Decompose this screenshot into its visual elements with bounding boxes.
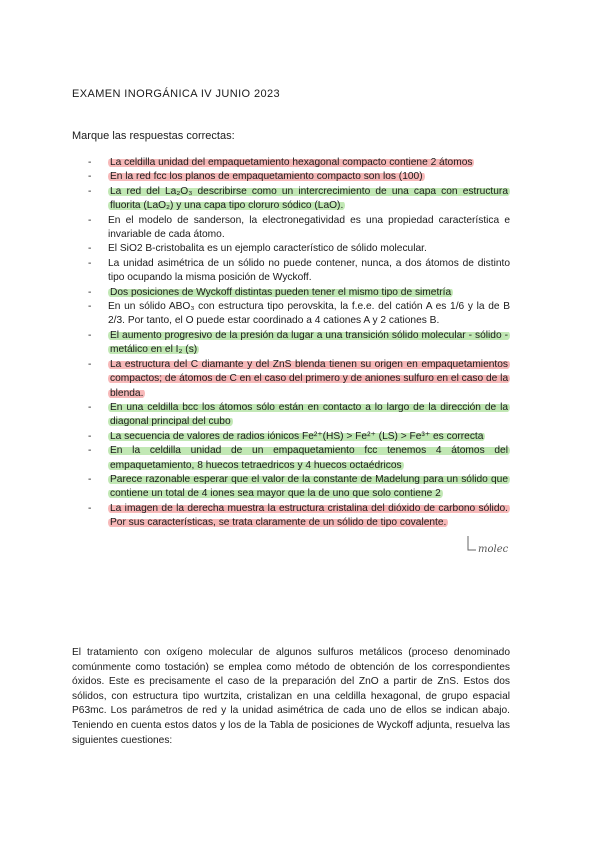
answer-item	[72, 170, 510, 184]
answer-list	[72, 156, 510, 531]
answer-text: La unidad asimétrica de un sólido no puede contener, nunca, a dos átomos de distinto tipo ocupando la misma posición de Wyckoff.	[108, 257, 510, 284]
answer-item	[72, 286, 510, 300]
answer-text: En la celdilla unidad de un empaquetamiento fcc tenemos 4 átomos del empaquetamiento, 8 huecos tetraedricos y 4 huecos octaédricos	[110, 445, 508, 471]
answer-item	[72, 329, 510, 358]
answer-item	[72, 300, 510, 329]
answer-text: La estructura del C diamante y del ZnS blenda tienen su origen en empaquetamientos compactos; de átomos de C en el caso del primero y de aniones sulfuro en el caso de la blenda.	[110, 358, 509, 399]
answer-text: La celdilla unidad del empaquetamiento hexagonal compacto contiene 2 átomos	[110, 157, 473, 168]
answer-text: La red del La₂O₃ describirse como un intercrecimiento de una capa con estructura fluorita (LaO₂) y una capa tipo cloruro sódico (LaO).	[110, 185, 508, 212]
answer-text: En el modelo de sanderson, la electronegatividad es una propiedad característica e invariable de cada átomo.	[108, 214, 510, 241]
answer-item	[72, 444, 510, 473]
answer-item	[72, 430, 510, 444]
answer-item	[72, 473, 510, 502]
answer-item	[72, 358, 510, 401]
problem-statement: El tratamiento con oxígeno molecular de algunos sulfuros metálicos (proceso denominado comúnmente como tostación) se emplea como método de obtención de los correspondientes óxidos. Este es precisamente el caso de la preparación del ZnO a partir de ZnS. Estos dos sólidos, con estructura tipo wurtzita, cristalizan en una celdilla hexagonal, de grupo espacial P63mc. Los parámetros de red y la unidad asimétrica de cada uno de ellos se indican abajo. Teniendo en cuenta estos datos y los de la Tabla de posiciones de Wyckoff adjunta, resuelva las siguientes cuestiones:	[72, 647, 510, 746]
handwritten-note	[460, 534, 550, 564]
answer-item	[72, 214, 510, 243]
answer-text: El SiO2 B-cristobalita es un ejemplo característico de sólido molecular.	[108, 243, 427, 255]
answer-text: En un sólido ABO₃ con estructura tipo perovskita, la f.e.e. del catión A es 1/6 y la de B 2/3. Por tanto, el O puede estar coordinado a 4 cationes A y 2 cationes B.	[108, 301, 510, 327]
answer-text: Dos posiciones de Wyckoff distintas pueden tener el mismo tipo de simetría	[110, 286, 452, 298]
answer-item	[72, 502, 510, 531]
answer-text: Parece razonable esperar que el valor de la constante de Madelung para un sólido que contiene un total de 4 iones sea mayor que la de uno que solo contiene 2	[110, 473, 508, 500]
answer-text: En una celdilla bcc los átomos sólo están en contacto a lo largo de la dirección de la diagonal principal del cubo	[110, 401, 508, 428]
answer-item	[72, 242, 510, 256]
answer-text: La imagen de la derecha muestra la estructura cristalina del dióxido de carbono sólido. Por sus características, se trata claramente de un sólido de tipo covalente.	[110, 502, 508, 529]
answer-item	[72, 401, 510, 430]
question-intro: Marque las respuestas correctas:	[72, 130, 235, 142]
exam-title: EXAMEN INORGÁNICA IV JUNIO 2023	[72, 88, 281, 100]
answer-item	[72, 156, 510, 170]
answer-item	[72, 185, 510, 214]
answer-text: El aumento progresivo de la presión da lugar a una transición sólido molecular - sólido - metálico en el I₂ (s)	[110, 329, 508, 356]
answer-item	[72, 257, 510, 286]
handwritten-note-text: molec	[478, 544, 509, 555]
answer-text: La secuencia de valores de radios iónicos Fe²⁺(HS) > Fe²⁺ (LS) > Fe³⁺ es correcta	[110, 430, 484, 442]
answer-text: En la red fcc los planos de empaquetamiento compacto son los (100)	[110, 171, 423, 183]
